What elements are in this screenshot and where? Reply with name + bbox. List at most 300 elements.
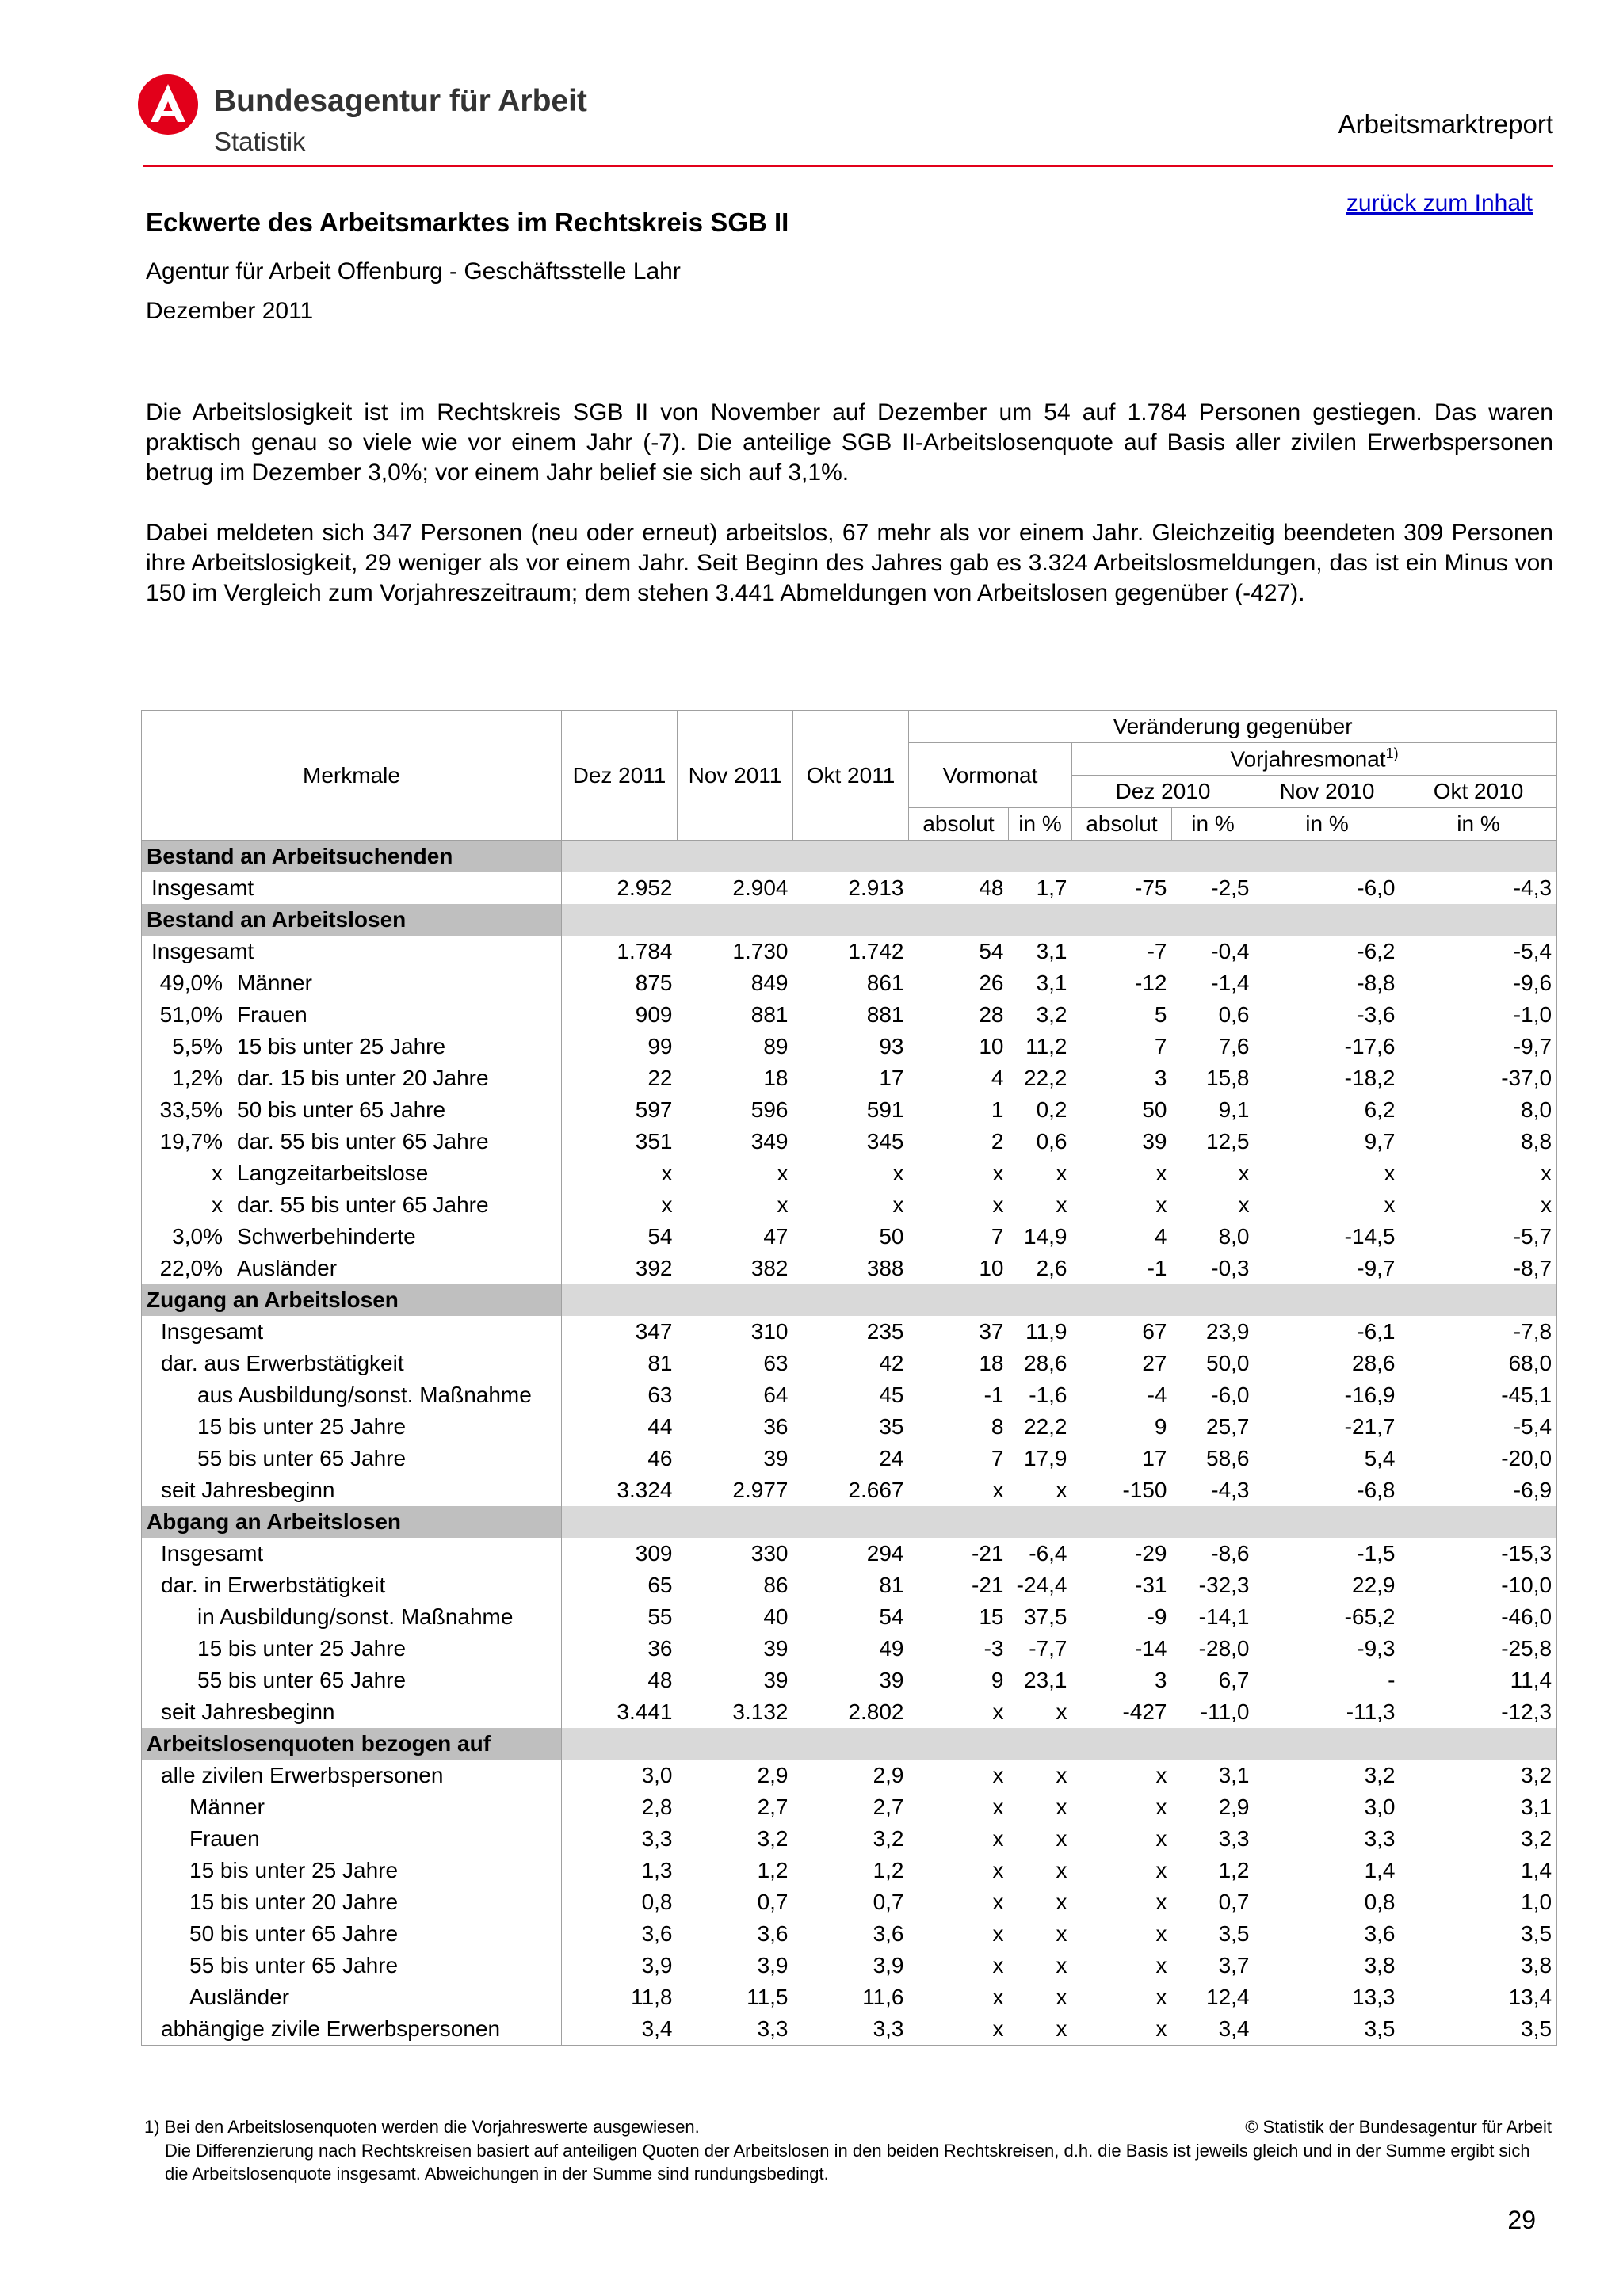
section-fill — [562, 1506, 1557, 1538]
row-label-text: Insgesamt — [161, 1319, 264, 1344]
table-cell: x — [1155, 1826, 1167, 1851]
table-cell: - — [1388, 1668, 1396, 1692]
table-cell: 1,7 — [1036, 875, 1067, 900]
table-cell: x — [1400, 1189, 1557, 1221]
table-row — [142, 1950, 1557, 1981]
row-label-text: dar. aus Erwerbstätigkeit — [161, 1351, 404, 1375]
table-cell: 3,6 — [873, 1921, 904, 1946]
table-row — [142, 1158, 1557, 1189]
table-cell: 7 — [991, 1224, 1004, 1249]
table-cell: -46,0 — [1400, 1601, 1557, 1633]
table-cell: 9,1 — [1218, 1097, 1250, 1122]
table-cell: x — [1056, 1192, 1067, 1217]
table-cell: -150 — [1122, 1478, 1167, 1502]
row-label — [142, 1126, 562, 1158]
col-header-merkmale: Merkmale — [142, 711, 562, 841]
table-cell: 1,3 — [641, 1858, 673, 1882]
table-cell: 10 — [979, 1034, 1004, 1058]
table-cell: x — [1238, 1161, 1250, 1185]
table-cell: 881 — [866, 1002, 904, 1027]
table-cell: 9,7 — [1364, 1129, 1396, 1154]
table-cell: 382 — [750, 1256, 789, 1280]
table-cell: -6,9 — [1400, 1474, 1557, 1506]
row-share: 51,0% — [159, 1002, 223, 1027]
table-cell: 388 — [866, 1256, 904, 1280]
table-cell: 0,7 — [873, 1890, 904, 1914]
table-cell: -5,4 — [1400, 1411, 1557, 1443]
row-label-text: 15 bis unter 25 Jahre — [197, 1636, 407, 1661]
table-cell: 67 — [1142, 1319, 1167, 1344]
table-cell: 2.913 — [848, 875, 904, 900]
table-row — [142, 936, 1557, 967]
table-cell: x — [1056, 1794, 1067, 1819]
table-row — [142, 1189, 1557, 1221]
table-cell: 50 — [879, 1224, 904, 1249]
table-cell: 3,3 — [678, 2013, 793, 2046]
report-title: Arbeitsmarktreport — [1338, 109, 1553, 139]
table-cell: x — [777, 1161, 789, 1185]
table-cell: 11,6 — [862, 1985, 904, 2009]
table-cell: 330 — [750, 1541, 789, 1566]
section-fill — [562, 904, 1557, 936]
row-label — [142, 1981, 562, 2013]
brand-name: Bundesagentur für Arbeit — [214, 84, 587, 118]
table-cell: 39 — [1142, 1129, 1167, 1154]
row-label — [142, 1474, 562, 1506]
table-cell: 58,6 — [1206, 1446, 1250, 1470]
row-label-text: 50 bis unter 65 Jahre — [237, 1097, 446, 1122]
table-cell: 1,0 — [1400, 1886, 1557, 1918]
table-cell: 36 — [763, 1414, 789, 1439]
table-cell: 39 — [763, 1636, 789, 1661]
table-row — [142, 1665, 1557, 1696]
row-label — [142, 1411, 562, 1443]
table-cell: -9,7 — [1400, 1031, 1557, 1062]
table-cell: 3,2 — [1036, 1002, 1067, 1027]
table-cell: 44 — [647, 1414, 673, 1439]
table-row — [142, 1348, 1557, 1379]
row-label-text: dar. 55 bis unter 65 Jahre — [237, 1129, 489, 1154]
table-cell: 11,9 — [1025, 1319, 1067, 1344]
table-cell: 2.904 — [732, 875, 789, 900]
table-cell: 0,8 — [1364, 1890, 1396, 1914]
row-label-text: dar. in Erwerbstätigkeit — [161, 1573, 386, 1597]
table-cell: 28,6 — [1024, 1351, 1067, 1375]
table-cell: x — [1056, 1858, 1067, 1882]
table-cell: 45 — [879, 1383, 904, 1407]
row-label-text: Frauen — [237, 1002, 307, 1027]
table-cell: 3,2 — [873, 1826, 904, 1851]
table-cell: 3,6 — [757, 1921, 789, 1946]
row-label — [142, 2013, 562, 2046]
table-cell: 22,9 — [1352, 1573, 1396, 1597]
table-cell: x — [1384, 1161, 1396, 1185]
table-cell: 39 — [879, 1668, 904, 1692]
table-cell: 11,2 — [1025, 1034, 1067, 1058]
row-label-text: Insgesamt — [151, 939, 254, 963]
table-cell: 12,5 — [1206, 1129, 1250, 1154]
table-cell: 7,6 — [1218, 1034, 1250, 1058]
table-cell: -14,5 — [1344, 1224, 1396, 1249]
table-cell: 875 — [635, 971, 673, 995]
table-cell: 1.784 — [617, 939, 673, 963]
report-period: Dezember 2011 — [146, 298, 314, 324]
table-cell: 42 — [879, 1351, 904, 1375]
table-cell: -9,7 — [1357, 1256, 1396, 1280]
col-header-dez2010-absolut: absolut — [1072, 808, 1172, 841]
table-cell: 5,4 — [1364, 1446, 1396, 1470]
table-row — [142, 1094, 1557, 1126]
table-cell: 5 — [1154, 1002, 1167, 1027]
table-cell: 17,9 — [1024, 1446, 1067, 1470]
table-cell: 3,4 — [562, 2013, 678, 2046]
table-cell: 3,5 — [1400, 2013, 1557, 2046]
table-cell: 22 — [647, 1066, 673, 1090]
table-cell: -0,3 — [1211, 1256, 1250, 1280]
table-cell: -7,8 — [1400, 1316, 1557, 1348]
table-cell: 1.742 — [848, 939, 904, 963]
row-label-text: aus Ausbildung/sonst. Maßnahme — [197, 1383, 532, 1407]
table-body — [142, 841, 1557, 2046]
table-cell: 9 — [991, 1668, 1004, 1692]
table-cell: -1,6 — [1029, 1383, 1067, 1407]
table-cell: x — [1155, 1953, 1167, 1978]
table-cell: 3,2 — [1400, 1760, 1557, 1791]
col-header-okt2010-pct: in % — [1400, 808, 1557, 841]
table-cell: 46 — [647, 1446, 673, 1470]
table-cell: x — [1155, 1161, 1167, 1185]
table-cell: -20,0 — [1400, 1443, 1557, 1474]
table-row — [142, 1443, 1557, 1474]
table-cell: -0,4 — [1211, 939, 1250, 963]
section-header-row — [142, 904, 1557, 936]
table-cell: x — [992, 1985, 1004, 2009]
table-cell: 3,2 — [1400, 1823, 1557, 1855]
row-label — [142, 1918, 562, 1950]
row-label-text: 15 bis unter 20 Jahre — [189, 1890, 399, 1914]
table-cell: 1,4 — [1364, 1858, 1396, 1882]
col-header-veraenderung: Veränderung gegenüber — [909, 711, 1557, 743]
page-title: Eckwerte des Arbeitsmarktes im Rechtskreis SGB II — [146, 208, 789, 237]
table-cell: x — [1400, 1158, 1557, 1189]
table-cell: -7 — [1147, 939, 1167, 963]
table-row — [142, 1474, 1557, 1506]
table-cell: 36 — [647, 1636, 673, 1661]
table-cell: 13,3 — [1352, 1985, 1396, 2009]
table-cell: x — [992, 1921, 1004, 1946]
table-cell: 1,2 — [1218, 1858, 1250, 1882]
row-label-text: 15 bis unter 25 Jahre — [197, 1414, 407, 1439]
table-cell: -24,4 — [1016, 1573, 1067, 1597]
table-cell: 37 — [979, 1319, 1004, 1344]
row-label — [142, 1569, 562, 1601]
table-cell: 15 — [979, 1604, 1004, 1629]
table-row — [142, 1253, 1557, 1284]
table-cell: -1 — [983, 1383, 1004, 1407]
table-cell: 1 — [991, 1097, 1004, 1122]
col-header-dez2010-pct: in % — [1172, 808, 1254, 841]
table-cell: x — [1384, 1192, 1396, 1217]
table-cell: 54 — [879, 1604, 904, 1629]
table-cell: 2,6 — [1036, 1256, 1067, 1280]
table-cell: 23,1 — [1024, 1668, 1067, 1692]
table-cell: 3,9 — [873, 1953, 904, 1978]
table-cell: -427 — [1122, 1699, 1167, 1724]
copyright-note: © Statistik der Bundesagentur für Arbeit — [1245, 2117, 1552, 2137]
row-label — [142, 1950, 562, 1981]
table-cell: 47 — [763, 1224, 789, 1249]
table-cell: 25,7 — [1206, 1414, 1250, 1439]
table-cell: 55 — [647, 1604, 673, 1629]
table-cell: 2,8 — [641, 1794, 673, 1819]
table-row — [142, 1886, 1557, 1918]
table-cell: x — [992, 1858, 1004, 1882]
row-share: 1,2% — [172, 1066, 223, 1090]
section-fill — [562, 1284, 1557, 1316]
row-share: x — [212, 1192, 223, 1217]
table-cell: -6,0 — [1211, 1383, 1250, 1407]
table-cell: 68,0 — [1400, 1348, 1557, 1379]
table-cell: 349 — [750, 1129, 789, 1154]
table-cell: x — [1056, 1921, 1067, 1946]
table-row — [142, 1126, 1557, 1158]
section-header-row — [142, 1728, 1557, 1760]
table-cell: x — [1238, 1192, 1250, 1217]
table-cell: -1,4 — [1211, 971, 1250, 995]
table-cell: 3,2 — [757, 1826, 789, 1851]
table-cell: 93 — [879, 1034, 904, 1058]
table-cell: 3,3 — [1218, 1826, 1250, 1851]
table-cell: 2.952 — [617, 875, 673, 900]
table-cell: 15,8 — [1206, 1066, 1250, 1090]
table-cell: x — [992, 1826, 1004, 1851]
back-to-contents-link[interactable]: zurück zum Inhalt — [1346, 190, 1533, 216]
table-cell: -1 — [1147, 1256, 1167, 1280]
table-cell: 3,8 — [1400, 1950, 1557, 1981]
table-cell: x — [1155, 1794, 1167, 1819]
table-cell: 3,6 — [1364, 1921, 1396, 1946]
table-cell: 597 — [635, 1097, 673, 1122]
table-cell: -12 — [1135, 971, 1167, 995]
table-cell: 2,9 — [1218, 1794, 1250, 1819]
section-header-row — [142, 1284, 1557, 1316]
table-cell: 28 — [979, 1002, 1004, 1027]
table-row — [142, 1855, 1557, 1886]
table-cell: x — [1056, 1161, 1067, 1185]
row-label — [142, 967, 562, 999]
col-header-okt2011: Okt 2011 — [793, 711, 909, 841]
table-cell: x — [892, 1161, 904, 1185]
table-row — [142, 1601, 1557, 1633]
table-cell: 909 — [635, 1002, 673, 1027]
table-cell: -65,2 — [1344, 1604, 1396, 1629]
table-cell: 3,5 — [1218, 1921, 1250, 1946]
table-cell: 81 — [879, 1573, 904, 1597]
row-label — [142, 1316, 562, 1348]
table-cell: 4 — [991, 1066, 1004, 1090]
table-cell: -14 — [1135, 1636, 1167, 1661]
table-cell: -31 — [1135, 1573, 1167, 1597]
row-label-text: Schwerbehinderte — [237, 1224, 416, 1249]
table-row — [142, 1411, 1557, 1443]
table-cell: -21 — [972, 1541, 1004, 1566]
table-cell: -37,0 — [1400, 1062, 1557, 1094]
table-cell: 22,2 — [1024, 1414, 1067, 1439]
row-share: 3,0% — [172, 1224, 223, 1249]
table-cell: x — [661, 1161, 673, 1185]
table-cell: -32,3 — [1198, 1573, 1250, 1597]
table-cell: x — [992, 1192, 1004, 1217]
table-cell: x — [992, 1699, 1004, 1724]
table-cell: 2.977 — [732, 1478, 789, 1502]
table-cell: x — [1056, 1699, 1067, 1724]
table-cell: 3,1 — [1036, 971, 1067, 995]
row-label-text: Langzeitarbeitslose — [237, 1161, 429, 1185]
table-cell: -2,5 — [1211, 875, 1250, 900]
table-cell: 99 — [647, 1034, 673, 1058]
row-label — [142, 1379, 562, 1411]
table-cell: 3,6 — [641, 1921, 673, 1946]
table-cell: 2.802 — [848, 1699, 904, 1724]
row-share: 22,0% — [159, 1256, 223, 1280]
table-cell: x — [992, 1161, 1004, 1185]
table-cell: 294 — [866, 1541, 904, 1566]
table-cell: 8,8 — [1400, 1126, 1557, 1158]
table-row — [142, 1823, 1557, 1855]
table-cell: 11,8 — [631, 1985, 673, 2009]
table-cell: 1,2 — [757, 1858, 789, 1882]
table-cell: -10,0 — [1400, 1569, 1557, 1601]
section-title: Zugang an Arbeitslosen — [142, 1284, 562, 1316]
table-cell: 345 — [866, 1129, 904, 1154]
row-share: x — [212, 1161, 223, 1185]
table-row — [142, 1633, 1557, 1665]
table-cell: -11,3 — [1346, 1699, 1396, 1724]
row-label — [142, 1348, 562, 1379]
table-cell: 0,6 — [1218, 1002, 1250, 1027]
key-figures-table — [141, 710, 1557, 2046]
row-label-text: 55 bis unter 65 Jahre — [189, 1953, 399, 1978]
table-cell: -25,8 — [1400, 1633, 1557, 1665]
table-cell: x — [992, 1763, 1004, 1787]
table-cell: -45,1 — [1400, 1379, 1557, 1411]
row-label — [142, 1886, 562, 1918]
table-cell: 64 — [763, 1383, 789, 1407]
table-cell: -15,3 — [1400, 1538, 1557, 1569]
col-header-okt2010: Okt 2010 — [1400, 776, 1557, 808]
table-cell: 849 — [750, 971, 789, 995]
footnote-1: 1) Bei den Arbeitslosenquoten werden die Vorjahreswerte ausgewiesen. — [144, 2117, 700, 2137]
table-cell: 3,9 — [757, 1953, 789, 1978]
table-cell: 881 — [750, 1002, 789, 1027]
table-cell: 3,5 — [1254, 2013, 1400, 2046]
table-row — [142, 1569, 1557, 1601]
table-cell: x — [909, 2013, 1009, 2046]
table-cell: 861 — [866, 971, 904, 995]
row-label — [142, 999, 562, 1031]
table-row — [142, 1918, 1557, 1950]
row-label-text: alle zivilen Erwerbspersonen — [161, 1763, 444, 1787]
ba-logo-icon — [136, 73, 200, 136]
row-label — [142, 1538, 562, 1569]
table-cell: 89 — [763, 1034, 789, 1058]
col-header-nov2011: Nov 2011 — [678, 711, 793, 841]
table-cell: 0,7 — [757, 1890, 789, 1914]
table-cell: 0,7 — [1218, 1890, 1250, 1914]
table-cell: -75 — [1135, 875, 1167, 900]
table-cell: -4 — [1147, 1383, 1167, 1407]
table-cell: -1,5 — [1357, 1541, 1396, 1566]
table-cell: 3,8 — [1364, 1953, 1396, 1978]
row-label-text: dar. 55 bis unter 65 Jahre — [237, 1192, 489, 1217]
table-cell: 23,9 — [1206, 1319, 1250, 1344]
table-cell: -5,4 — [1400, 936, 1557, 967]
table-cell: 6,7 — [1218, 1668, 1250, 1692]
table-row — [142, 872, 1557, 904]
table-cell: 48 — [647, 1668, 673, 1692]
table-cell: 2,7 — [757, 1794, 789, 1819]
row-share: 5,5% — [172, 1034, 223, 1058]
table-cell: -8,6 — [1211, 1541, 1250, 1566]
table-cell: 3.441 — [617, 1699, 673, 1724]
row-label — [142, 1855, 562, 1886]
table-cell: -9,3 — [1357, 1636, 1396, 1661]
table-cell: -21,7 — [1344, 1414, 1396, 1439]
table-cell: -9 — [1147, 1604, 1167, 1629]
table-cell: x — [1072, 2013, 1172, 2046]
table-row — [142, 999, 1557, 1031]
table-cell: 37,5 — [1024, 1604, 1067, 1629]
table-cell: 10 — [979, 1256, 1004, 1280]
col-header-vm-absolut: absolut — [909, 808, 1009, 841]
row-label-text: 55 bis unter 65 Jahre — [197, 1446, 407, 1470]
table-cell: x — [1155, 1192, 1167, 1217]
row-label — [142, 1760, 562, 1791]
table-cell: 6,2 — [1364, 1097, 1396, 1122]
row-label — [142, 1253, 562, 1284]
row-label-text: seit Jahresbeginn — [161, 1478, 335, 1502]
table-cell: 1.730 — [732, 939, 789, 963]
section-fill — [562, 841, 1557, 873]
table-cell: 54 — [979, 939, 1004, 963]
summary-paragraph-2: Dabei meldeten sich 347 Personen (neu oder erneut) arbeitslos, 67 mehr als vor einem Jahr. Gleichzeitig beendeten 309 Personen ihre Arbeitslosigkeit, 29 weniger als vor einem Jahr. Seit Beginn des Jahres gab es 3.324 Arbeitslosmeldungen, das ist ein Minus von 150 im Vergleich zum Vorjahreszeitraum; dem stehen 3.441 Abmeldungen von Arbeitslosen gegenüber (-427). — [146, 520, 1553, 606]
table-cell: 2,7 — [873, 1794, 904, 1819]
row-label — [142, 872, 562, 904]
row-label-text: Insgesamt — [151, 875, 254, 900]
table-cell: x — [992, 1478, 1004, 1502]
table-cell: 3,3 — [641, 1826, 673, 1851]
table-cell: 2,9 — [873, 1763, 904, 1787]
table-cell: -6,1 — [1357, 1319, 1396, 1344]
table-cell: 8 — [991, 1414, 1004, 1439]
table-cell: -6,2 — [1357, 939, 1396, 963]
table-row — [142, 967, 1557, 999]
table-cell: x — [1056, 1890, 1067, 1914]
table-cell: 3.132 — [732, 1699, 789, 1724]
table-cell: 54 — [647, 1224, 673, 1249]
table-cell: 3,1 — [1218, 1763, 1250, 1787]
row-label — [142, 1601, 562, 1633]
section-title: Abgang an Arbeitslosen — [142, 1506, 562, 1538]
table-cell: 310 — [750, 1319, 789, 1344]
row-label-text: Frauen — [189, 1826, 260, 1851]
table-cell: 309 — [635, 1541, 673, 1566]
row-label — [142, 1633, 562, 1665]
table-cell: 7 — [1154, 1034, 1167, 1058]
table-cell: 18 — [763, 1066, 789, 1090]
row-label-text: Insgesamt — [161, 1541, 264, 1566]
table-cell: 3,1 — [1400, 1791, 1557, 1823]
